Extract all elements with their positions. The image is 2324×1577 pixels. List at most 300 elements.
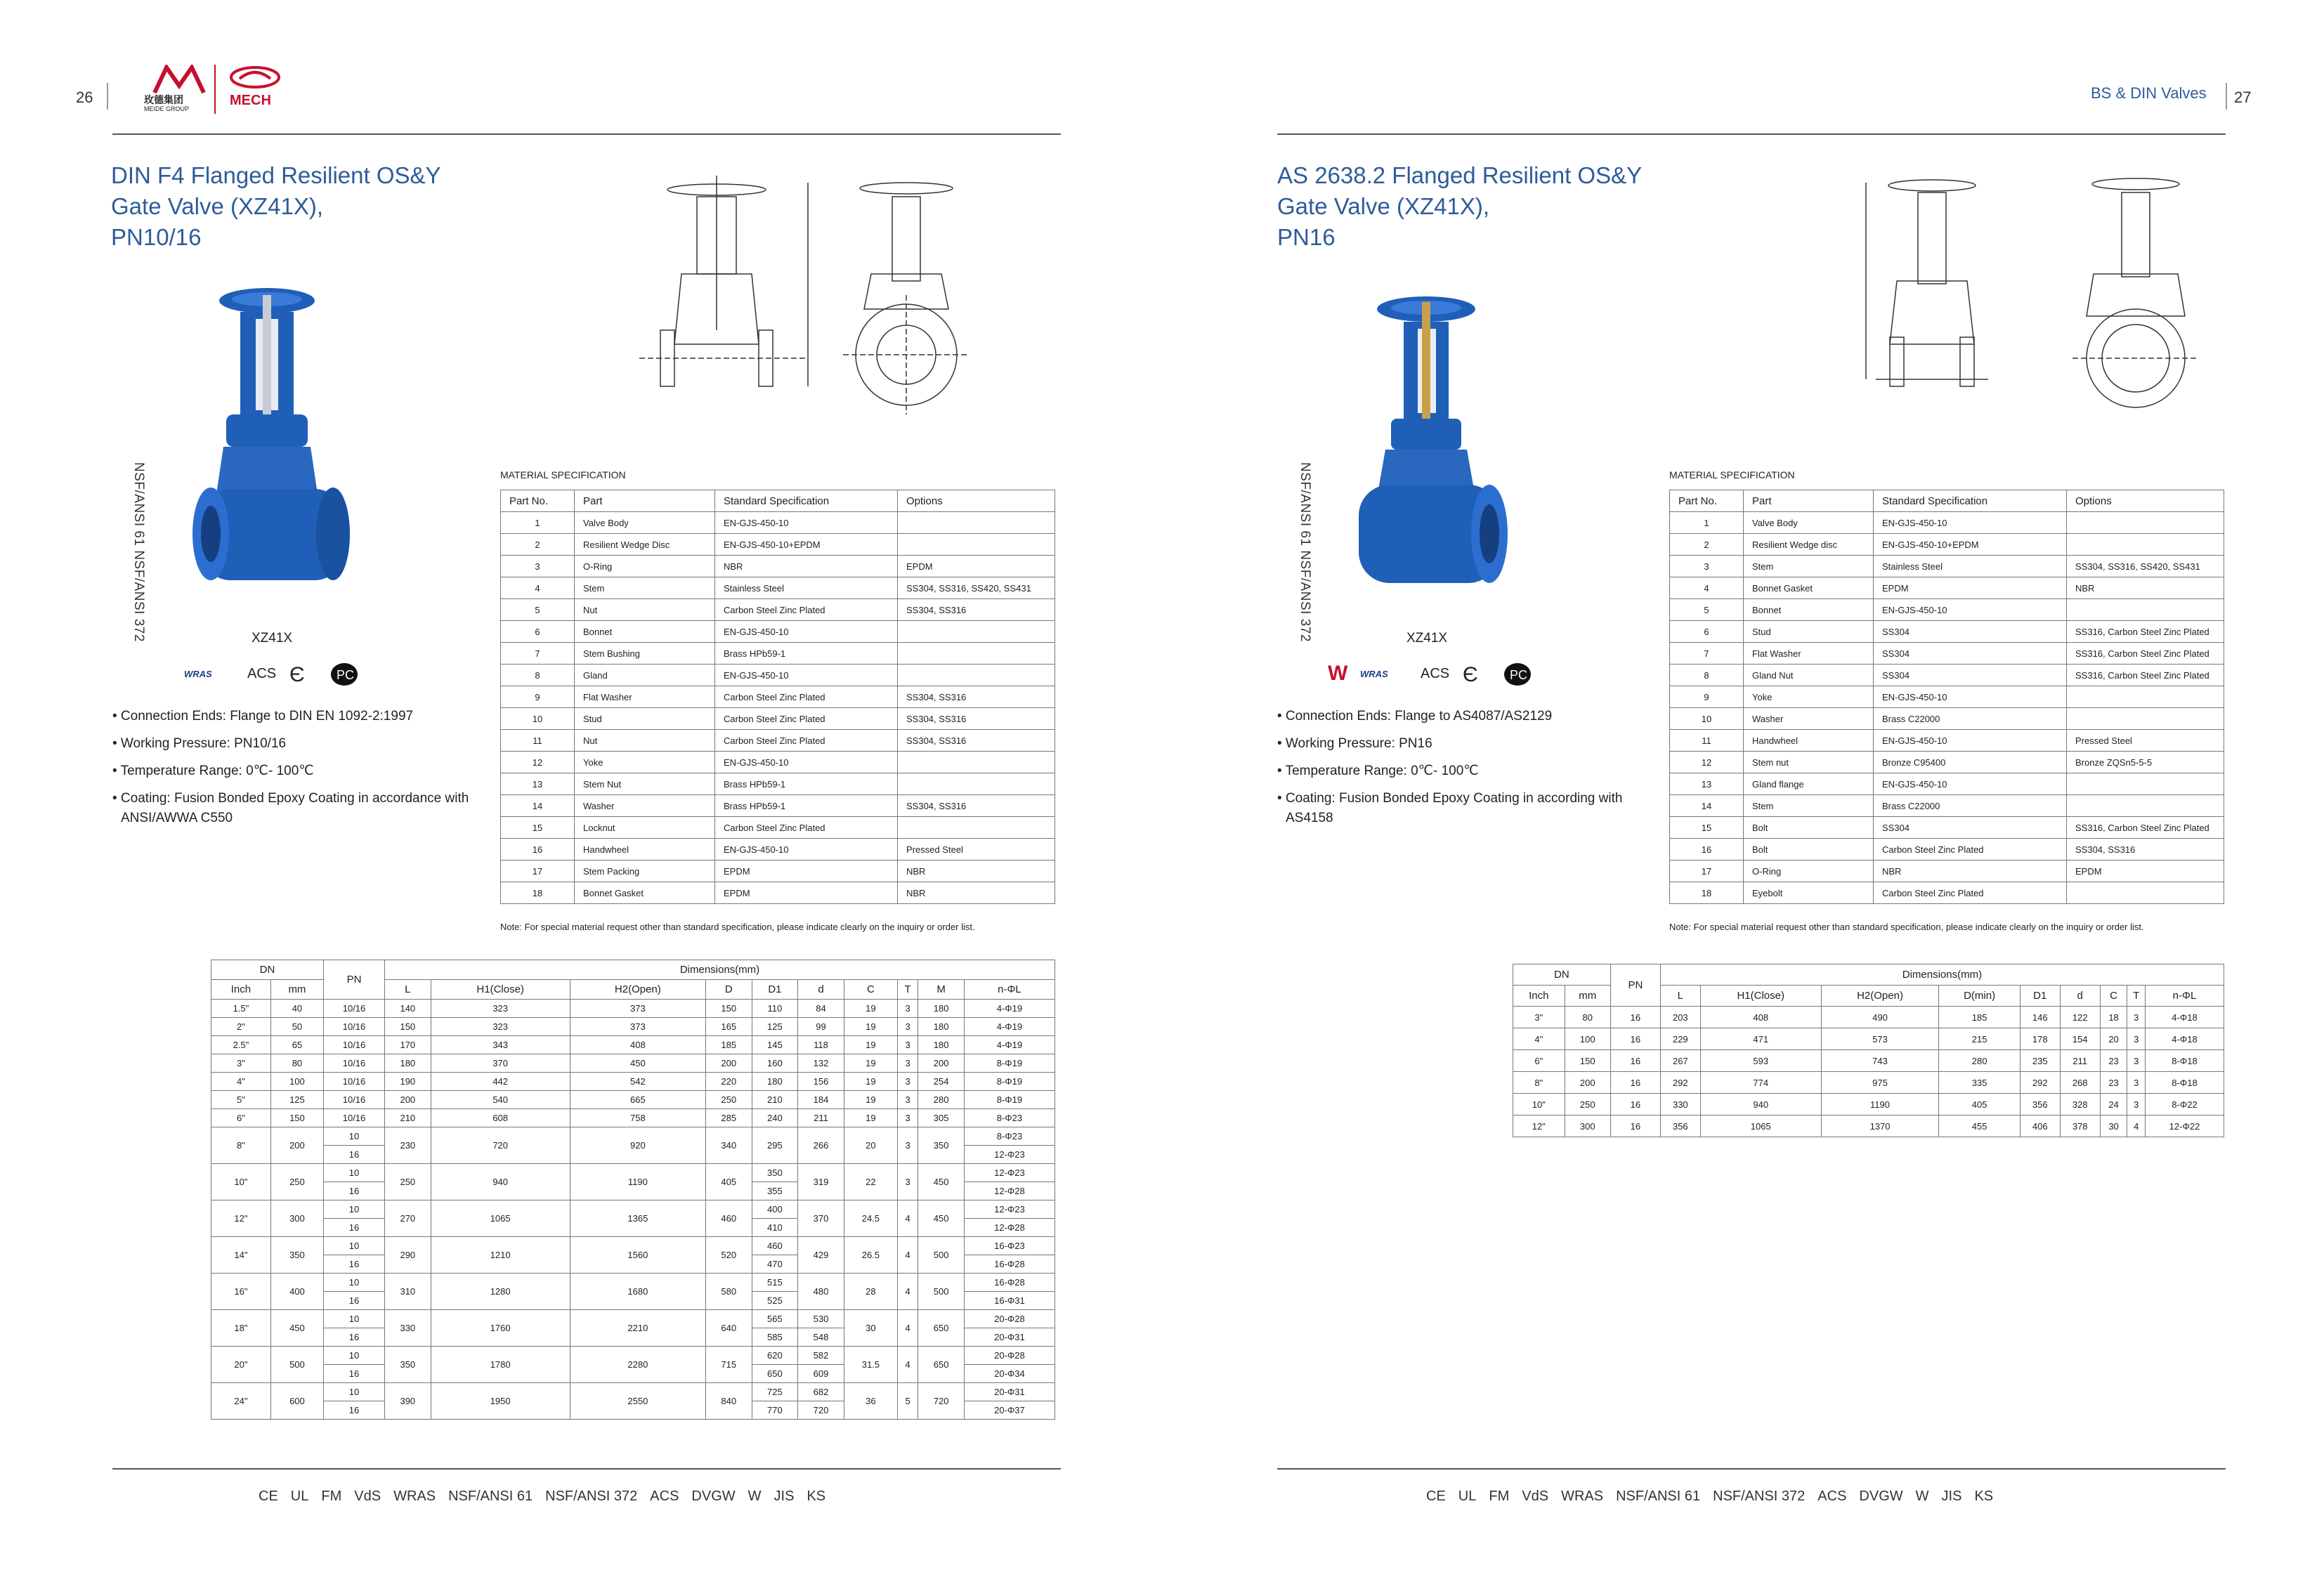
dim-cell: 180 bbox=[918, 1000, 965, 1018]
dim-cell: 250 bbox=[270, 1164, 323, 1200]
dim-cell: 184 bbox=[798, 1091, 844, 1109]
dim-cell: 14" bbox=[211, 1237, 271, 1274]
dim-cell: 16 bbox=[1610, 1007, 1660, 1028]
title-line-2: Gate Valve (XZ41X), bbox=[111, 193, 324, 219]
valve-photo bbox=[190, 281, 351, 618]
dim-cell: 520 bbox=[705, 1237, 752, 1274]
dim-cell: 132 bbox=[798, 1054, 844, 1073]
cert-mark: NSF/ANSI 61 bbox=[448, 1488, 533, 1504]
cert-mark: CE bbox=[259, 1488, 278, 1504]
spec-cell: 4 bbox=[501, 577, 575, 599]
dim-cell: 774 bbox=[1700, 1072, 1821, 1094]
spec-cell: SS304, SS316 bbox=[898, 730, 1055, 752]
dim-cell: 500 bbox=[918, 1237, 965, 1274]
dim-cell: 210 bbox=[385, 1109, 431, 1127]
dim-cell: 10/16 bbox=[324, 1109, 385, 1127]
cert-mark: JIS bbox=[773, 1488, 795, 1504]
dim-cell: 650 bbox=[918, 1310, 965, 1347]
dim-row bbox=[211, 1347, 1055, 1365]
spec-cell: Resilient Wedge Disc bbox=[575, 534, 715, 556]
model-label: XZ41X bbox=[1406, 631, 1448, 646]
dim-cell: 758 bbox=[570, 1109, 705, 1127]
dim-cell: 30 bbox=[844, 1310, 897, 1347]
feature-coating: • Coating: Fusion Bonded Epoxy Coating in according with bbox=[1277, 791, 1623, 806]
spec-cell bbox=[2067, 708, 2224, 730]
dim-col-header: H2(Open) bbox=[570, 980, 705, 1000]
spec-row bbox=[501, 882, 1055, 904]
spec-cell: Stem bbox=[1744, 795, 1874, 817]
dim-cell: 356 bbox=[2020, 1094, 2060, 1115]
dim-col-header: T bbox=[897, 980, 918, 1000]
dim-cell: 80 bbox=[1565, 1007, 1610, 1028]
dim-cell: 8-Φ23 bbox=[964, 1127, 1055, 1146]
approval-marks bbox=[184, 662, 374, 690]
spec-col-partno: Part No. bbox=[501, 490, 575, 512]
dim-cell: 270 bbox=[385, 1200, 431, 1237]
dim-cell: 23 bbox=[2100, 1072, 2127, 1094]
spec-row bbox=[501, 773, 1055, 795]
dim-cell: 3 bbox=[897, 1091, 918, 1109]
spec-cell: 18 bbox=[501, 882, 575, 904]
spec-col-part: Part bbox=[1744, 490, 1874, 512]
feature-temperature: • Temperature Range: 0℃- 100℃ bbox=[112, 764, 314, 778]
cert-mark: VdS bbox=[354, 1488, 381, 1504]
nsf-side-label: NSF/ANSI 61 NSF/ANSI 372 bbox=[131, 462, 146, 642]
spec-cell bbox=[898, 752, 1055, 773]
spec-cell: Eyebolt bbox=[1744, 882, 1874, 904]
spec-row bbox=[1670, 882, 2224, 904]
dim-col-header: M bbox=[918, 980, 965, 1000]
spec-cell: Gland flange bbox=[1744, 773, 1874, 795]
spec-cell: Handwheel bbox=[575, 839, 715, 861]
dim-cell: 770 bbox=[752, 1401, 798, 1420]
feature-coating-cont: ANSI/AWWA C550 bbox=[121, 811, 233, 825]
dim-cell: 150 bbox=[385, 1018, 431, 1036]
dim-row bbox=[211, 1073, 1055, 1091]
dim-cell: 1280 bbox=[431, 1274, 570, 1310]
spec-cell bbox=[898, 773, 1055, 795]
brand-mech: MECH bbox=[230, 93, 271, 108]
dim-cell: 620 bbox=[752, 1347, 798, 1365]
dim-cell: 16 bbox=[324, 1292, 385, 1310]
spec-cell: 14 bbox=[501, 795, 575, 817]
dim-cell: 84 bbox=[798, 1000, 844, 1018]
dim-cell: 330 bbox=[385, 1310, 431, 1347]
spec-cell bbox=[2067, 773, 2224, 795]
spec-cell: 8 bbox=[1670, 665, 1744, 686]
dim-cell: 725 bbox=[752, 1383, 798, 1401]
dim-cell: 530 bbox=[798, 1310, 844, 1328]
dim-cell: 920 bbox=[570, 1127, 705, 1164]
dim-cell: 3 bbox=[2127, 1072, 2146, 1094]
dim-cell: 5 bbox=[897, 1383, 918, 1420]
spec-cell: Flat Washer bbox=[575, 686, 715, 708]
spec-cell: 14 bbox=[1670, 795, 1744, 817]
dim-cell: 350 bbox=[385, 1347, 431, 1383]
spec-cell bbox=[2067, 512, 2224, 534]
cert-mark: ACS bbox=[1817, 1488, 1847, 1504]
dim-cell: 200 bbox=[385, 1091, 431, 1109]
cert-mark: FM bbox=[321, 1488, 342, 1504]
dim-cell: 4-Φ19 bbox=[964, 1036, 1055, 1054]
dim-cell: 548 bbox=[798, 1328, 844, 1347]
spec-cell: Pressed Steel bbox=[2067, 730, 2224, 752]
spec-row bbox=[1670, 839, 2224, 861]
dim-col-header: H1(Close) bbox=[431, 980, 570, 1000]
dim-cell: 140 bbox=[385, 1000, 431, 1018]
dim-cell: 146 bbox=[2020, 1007, 2060, 1028]
dim-col-header: C bbox=[844, 980, 897, 1000]
dim-cell: 254 bbox=[918, 1073, 965, 1091]
spec-cell: Bolt bbox=[1744, 839, 1874, 861]
spec-cell: Carbon Steel Zinc Plated bbox=[1874, 839, 2067, 861]
dim-cell: 455 bbox=[1939, 1115, 2020, 1137]
dim-cell: 319 bbox=[798, 1164, 844, 1200]
dim-cell: 229 bbox=[1660, 1028, 1700, 1050]
spec-cell: EN-GJS-450-10 bbox=[1874, 773, 2067, 795]
dim-cell: 12" bbox=[211, 1200, 271, 1237]
spec-row bbox=[1670, 861, 2224, 882]
meide-logo-icon bbox=[151, 65, 207, 96]
spec-row bbox=[501, 795, 1055, 817]
spec-cell: 18 bbox=[1670, 882, 1744, 904]
spec-row bbox=[501, 512, 1055, 534]
dim-cell: 12" bbox=[1513, 1115, 1565, 1137]
spec-cell: SS304, SS316 bbox=[898, 686, 1055, 708]
dim-cell: 16-Φ23 bbox=[964, 1237, 1055, 1255]
dim-cell: 24.5 bbox=[844, 1200, 897, 1237]
spec-cell: Carbon Steel Zinc Plated bbox=[715, 599, 898, 621]
spec-row bbox=[501, 665, 1055, 686]
pc-mark-icon bbox=[330, 662, 358, 687]
dim-cell: 471 bbox=[1700, 1028, 1821, 1050]
dim-cell: 19 bbox=[844, 1054, 897, 1073]
svg-text:PC: PC bbox=[1510, 668, 1528, 682]
dim-cell: 3 bbox=[897, 1073, 918, 1091]
dim-cell: 10 bbox=[324, 1347, 385, 1365]
dim-cell: 16-Φ28 bbox=[964, 1274, 1055, 1292]
dim-cell: 8-Φ23 bbox=[964, 1109, 1055, 1127]
spec-cell: SS304, SS316 bbox=[898, 795, 1055, 817]
dim-cell: 65 bbox=[270, 1036, 323, 1054]
dim-row bbox=[211, 1274, 1055, 1292]
wras-mark: WRAS bbox=[1360, 669, 1388, 679]
dim-cell: 16 bbox=[324, 1146, 385, 1164]
dim-cell: 36 bbox=[844, 1383, 897, 1420]
spec-cell: 9 bbox=[1670, 686, 1744, 708]
dim-cell: 100 bbox=[1565, 1028, 1610, 1050]
dim-cell: 145 bbox=[752, 1036, 798, 1054]
dim-cell: 200 bbox=[270, 1127, 323, 1164]
dim-cell: 1370 bbox=[1821, 1115, 1939, 1137]
spec-cell: EN-GJS-450-10 bbox=[1874, 599, 2067, 621]
dim-cell: 400 bbox=[270, 1274, 323, 1310]
spec-cell: 15 bbox=[1670, 817, 1744, 839]
dim-cell: 235 bbox=[2020, 1050, 2060, 1072]
spec-cell: SS304, SS316 bbox=[898, 708, 1055, 730]
dim-cell: 1365 bbox=[570, 1200, 705, 1237]
spec-row bbox=[1670, 773, 2224, 795]
dim-cell: 8-Φ22 bbox=[2145, 1094, 2224, 1115]
spec-cell: Bronze ZQSn5-5-5 bbox=[2067, 752, 2224, 773]
dim-row bbox=[211, 1127, 1055, 1146]
dim-cell: 405 bbox=[1939, 1094, 2020, 1115]
dim-cell: 408 bbox=[570, 1036, 705, 1054]
feature-coating-cont: AS4158 bbox=[1286, 811, 1333, 825]
dim-cell: 8-Φ18 bbox=[2145, 1050, 2224, 1072]
dim-row bbox=[211, 1109, 1055, 1127]
dim-cell: 10" bbox=[211, 1164, 271, 1200]
dim-cell: 8-Φ18 bbox=[2145, 1072, 2224, 1094]
dim-cell: 582 bbox=[798, 1347, 844, 1365]
spec-cell: 17 bbox=[1670, 861, 1744, 882]
spec-row bbox=[501, 556, 1055, 577]
spec-col-standard: Standard Specification bbox=[715, 490, 898, 512]
dim-row bbox=[1513, 1072, 2224, 1094]
dim-cell: 3 bbox=[897, 1127, 918, 1164]
cert-mark: NSF/ANSI 372 bbox=[1713, 1488, 1806, 1504]
dim-cell: 2550 bbox=[570, 1383, 705, 1420]
spec-cell: Valve Body bbox=[1744, 512, 1874, 534]
spec-row bbox=[1670, 599, 2224, 621]
spec-row bbox=[501, 577, 1055, 599]
dim-cell: 3 bbox=[2127, 1007, 2146, 1028]
dim-cell: 406 bbox=[2020, 1115, 2060, 1137]
dim-cell: 305 bbox=[918, 1109, 965, 1127]
dim-cell: 18" bbox=[211, 1310, 271, 1347]
spec-note-left: Note: For special material request other than standard specification, please indicate clearly on the inquiry or order list. bbox=[500, 922, 975, 932]
technical-drawing-left bbox=[632, 169, 998, 436]
spec-cell: O-Ring bbox=[1744, 861, 1874, 882]
dim-cell: 285 bbox=[705, 1109, 752, 1127]
dim-cell: 10 bbox=[324, 1274, 385, 1292]
spec-cell bbox=[2067, 599, 2224, 621]
dim-cell: 19 bbox=[844, 1036, 897, 1054]
dim-cell: 715 bbox=[705, 1347, 752, 1383]
dim-cell: 110 bbox=[752, 1000, 798, 1018]
dim-cell: 180 bbox=[752, 1073, 798, 1091]
dim-cell: 940 bbox=[1700, 1094, 1821, 1115]
dim-cell: 470 bbox=[752, 1255, 798, 1274]
dim-cell: 542 bbox=[570, 1073, 705, 1091]
spec-cell bbox=[898, 817, 1055, 839]
dim-cell: 20-Φ31 bbox=[964, 1383, 1055, 1401]
dim-cell: 3 bbox=[897, 1000, 918, 1018]
title-line-1: AS 2638.2 Flanged Resilient OS&Y bbox=[1277, 162, 1643, 188]
spec-cell: EN-GJS-450-10 bbox=[715, 512, 898, 534]
cert-strip-left bbox=[259, 1482, 825, 1510]
spec-cell: Stem Bushing bbox=[575, 643, 715, 665]
spec-cell: 12 bbox=[501, 752, 575, 773]
spec-cell: Carbon Steel Zinc Plated bbox=[1874, 882, 2067, 904]
dim-cell: 429 bbox=[798, 1237, 844, 1274]
spec-cell: Stem Nut bbox=[575, 773, 715, 795]
spec-cell: 6 bbox=[501, 621, 575, 643]
dim-cell: 125 bbox=[752, 1018, 798, 1036]
cert-mark: W bbox=[748, 1488, 762, 1504]
spec-cell: 2 bbox=[501, 534, 575, 556]
dim-cell: 480 bbox=[798, 1274, 844, 1310]
spec-cell: Stud bbox=[1744, 621, 1874, 643]
dim-cell: 10 bbox=[324, 1310, 385, 1328]
dim-cell: 5" bbox=[211, 1091, 271, 1109]
dim-cell: 10 bbox=[324, 1127, 385, 1146]
spec-cell: Nut bbox=[575, 599, 715, 621]
spec-cell: EN-GJS-450-10 bbox=[715, 665, 898, 686]
cert-mark: ACS bbox=[650, 1488, 679, 1504]
spec-cell: SS316, Carbon Steel Zinc Plated bbox=[2067, 643, 2224, 665]
dim-cell: 3 bbox=[897, 1109, 918, 1127]
spec-cell: 1 bbox=[501, 512, 575, 534]
spec-cell: 11 bbox=[1670, 730, 1744, 752]
spec-cell: EN-GJS-450-10+EPDM bbox=[1874, 534, 2067, 556]
dim-cell: 8" bbox=[1513, 1072, 1565, 1094]
spec-cell: Brass HPb59-1 bbox=[715, 773, 898, 795]
cert-mark: W bbox=[1915, 1488, 1929, 1504]
cert-mark: KS bbox=[1974, 1488, 1994, 1504]
dim-row bbox=[211, 1164, 1055, 1182]
dim-cell: 4" bbox=[211, 1073, 271, 1091]
dim-cell: 4 bbox=[897, 1237, 918, 1274]
dim-cell: 373 bbox=[570, 1000, 705, 1018]
dim-cell: 50 bbox=[270, 1018, 323, 1036]
dim-row bbox=[211, 1018, 1055, 1036]
w-mark-icon: W bbox=[1328, 662, 1348, 685]
feature-list-left bbox=[112, 707, 478, 828]
dim-cell: 200 bbox=[918, 1054, 965, 1073]
dim-cell: 975 bbox=[1821, 1072, 1939, 1094]
dim-cell: 220 bbox=[705, 1073, 752, 1091]
dim-cell: 3" bbox=[211, 1054, 271, 1073]
nsf-side-label: NSF/ANSI 61 NSF/ANSI 372 bbox=[1298, 462, 1312, 642]
dim-cell: 4-Φ19 bbox=[964, 1018, 1055, 1036]
section-label: BS & DIN Valves bbox=[2091, 84, 2207, 102]
dim-cell: 1760 bbox=[431, 1310, 570, 1347]
dimensions-table-left bbox=[211, 960, 1055, 1420]
feature-list-right bbox=[1277, 707, 1643, 828]
dim-col-header: d bbox=[798, 980, 844, 1000]
dim-cell: 267 bbox=[1660, 1050, 1700, 1072]
dim-cell: 450 bbox=[270, 1310, 323, 1347]
spec-row bbox=[1670, 730, 2224, 752]
spec-row bbox=[501, 534, 1055, 556]
dim-cell: 343 bbox=[431, 1036, 570, 1054]
ce-icon: Є bbox=[1463, 663, 1478, 686]
spec-row bbox=[501, 752, 1055, 773]
dim-cell: 250 bbox=[705, 1091, 752, 1109]
dim-cell: 210 bbox=[752, 1091, 798, 1109]
dim-cell: 10 bbox=[324, 1200, 385, 1219]
dim-cell: 100 bbox=[270, 1073, 323, 1091]
dim-row bbox=[211, 1383, 1055, 1401]
dim-cell: 10/16 bbox=[324, 1054, 385, 1073]
dim-cell: 20 bbox=[844, 1127, 897, 1164]
dim-row bbox=[211, 1200, 1055, 1219]
dim-cell: 4 bbox=[897, 1274, 918, 1310]
dim-col-header: T bbox=[2127, 986, 2146, 1007]
cert-strip-right bbox=[1426, 1482, 1993, 1510]
dim-col-header: D(min) bbox=[1939, 986, 2020, 1007]
cert-mark: UL bbox=[290, 1488, 309, 1504]
footer-rule-right bbox=[1277, 1468, 2226, 1470]
spec-cell: Brass C22000 bbox=[1874, 708, 2067, 730]
dim-cell: 170 bbox=[385, 1036, 431, 1054]
cert-mark: WRAS bbox=[393, 1488, 436, 1504]
dim-cell: 266 bbox=[798, 1127, 844, 1164]
dim-cell: 12-Φ23 bbox=[964, 1200, 1055, 1219]
logo-divider bbox=[214, 65, 216, 114]
spec-cell: 10 bbox=[501, 708, 575, 730]
spec-cell: Pressed Steel bbox=[898, 839, 1055, 861]
dim-cell: 373 bbox=[570, 1018, 705, 1036]
spec-cell: Carbon Steel Zinc Plated bbox=[715, 708, 898, 730]
dim-row bbox=[1513, 1050, 2224, 1072]
spec-cell: Stainless Steel bbox=[715, 577, 898, 599]
dim-cell: 203 bbox=[1660, 1007, 1700, 1028]
dim-cell: 22 bbox=[844, 1164, 897, 1200]
dim-cell: 292 bbox=[2020, 1072, 2060, 1094]
spec-col-options: Options bbox=[2067, 490, 2224, 512]
spec-cell: 16 bbox=[1670, 839, 1744, 861]
dim-cell: 280 bbox=[918, 1091, 965, 1109]
feature-temperature: • Temperature Range: 0℃- 100℃ bbox=[1277, 764, 1479, 778]
spec-row bbox=[501, 839, 1055, 861]
dim-cell: 300 bbox=[1565, 1115, 1610, 1137]
dim-cell: 355 bbox=[752, 1182, 798, 1200]
dim-group-dn: DN bbox=[1513, 964, 1611, 986]
feature-connection: • Connection Ends: Flange to DIN EN 1092-2:1997 bbox=[112, 709, 414, 724]
dim-cell: 28 bbox=[844, 1274, 897, 1310]
dim-cell: 682 bbox=[798, 1383, 844, 1401]
spec-row bbox=[1670, 621, 2224, 643]
dim-cell: 200 bbox=[1565, 1072, 1610, 1094]
spec-row bbox=[501, 599, 1055, 621]
spec-cell: Stem bbox=[575, 577, 715, 599]
divider bbox=[107, 83, 108, 110]
dim-col-header: Inch bbox=[1513, 986, 1565, 1007]
material-spec-table-right bbox=[1669, 490, 2224, 904]
cert-mark: KS bbox=[807, 1488, 826, 1504]
dim-row bbox=[1513, 1094, 2224, 1115]
dim-cell: 300 bbox=[270, 1200, 323, 1237]
spec-row bbox=[1670, 577, 2224, 599]
dim-cell: 16 bbox=[324, 1401, 385, 1420]
cert-mark: NSF/ANSI 61 bbox=[1616, 1488, 1701, 1504]
dim-cell: 2280 bbox=[570, 1347, 705, 1383]
spec-cell: Yoke bbox=[1744, 686, 1874, 708]
dim-cell: 4 bbox=[897, 1347, 918, 1383]
spec-cell: SS304, SS316 bbox=[2067, 839, 2224, 861]
dim-cell: 6" bbox=[1513, 1050, 1565, 1072]
dim-cell: 150 bbox=[270, 1109, 323, 1127]
spec-cell: Carbon Steel Zinc Plated bbox=[715, 686, 898, 708]
approval-marks bbox=[1328, 662, 1539, 690]
spec-cell: EN-GJS-450-10 bbox=[1874, 686, 2067, 708]
dim-cell: 565 bbox=[752, 1310, 798, 1328]
spec-cell: 1 bbox=[1670, 512, 1744, 534]
spec-cell: Bronze C95400 bbox=[1874, 752, 2067, 773]
dim-cell: 8" bbox=[211, 1127, 271, 1164]
dim-col-header: L bbox=[1660, 986, 1700, 1007]
brand-cn: 玫德集团 bbox=[144, 94, 183, 105]
dim-cell: 292 bbox=[1660, 1072, 1700, 1094]
spec-cell: EN-GJS-450-10+EPDM bbox=[715, 534, 898, 556]
feature-pressure: • Working Pressure: PN16 bbox=[1277, 736, 1432, 751]
dim-col-header: H2(Open) bbox=[1821, 986, 1939, 1007]
dim-cell: 442 bbox=[431, 1073, 570, 1091]
dim-cell: 20-Φ31 bbox=[964, 1328, 1055, 1347]
dim-cell: 20-Φ28 bbox=[964, 1310, 1055, 1328]
